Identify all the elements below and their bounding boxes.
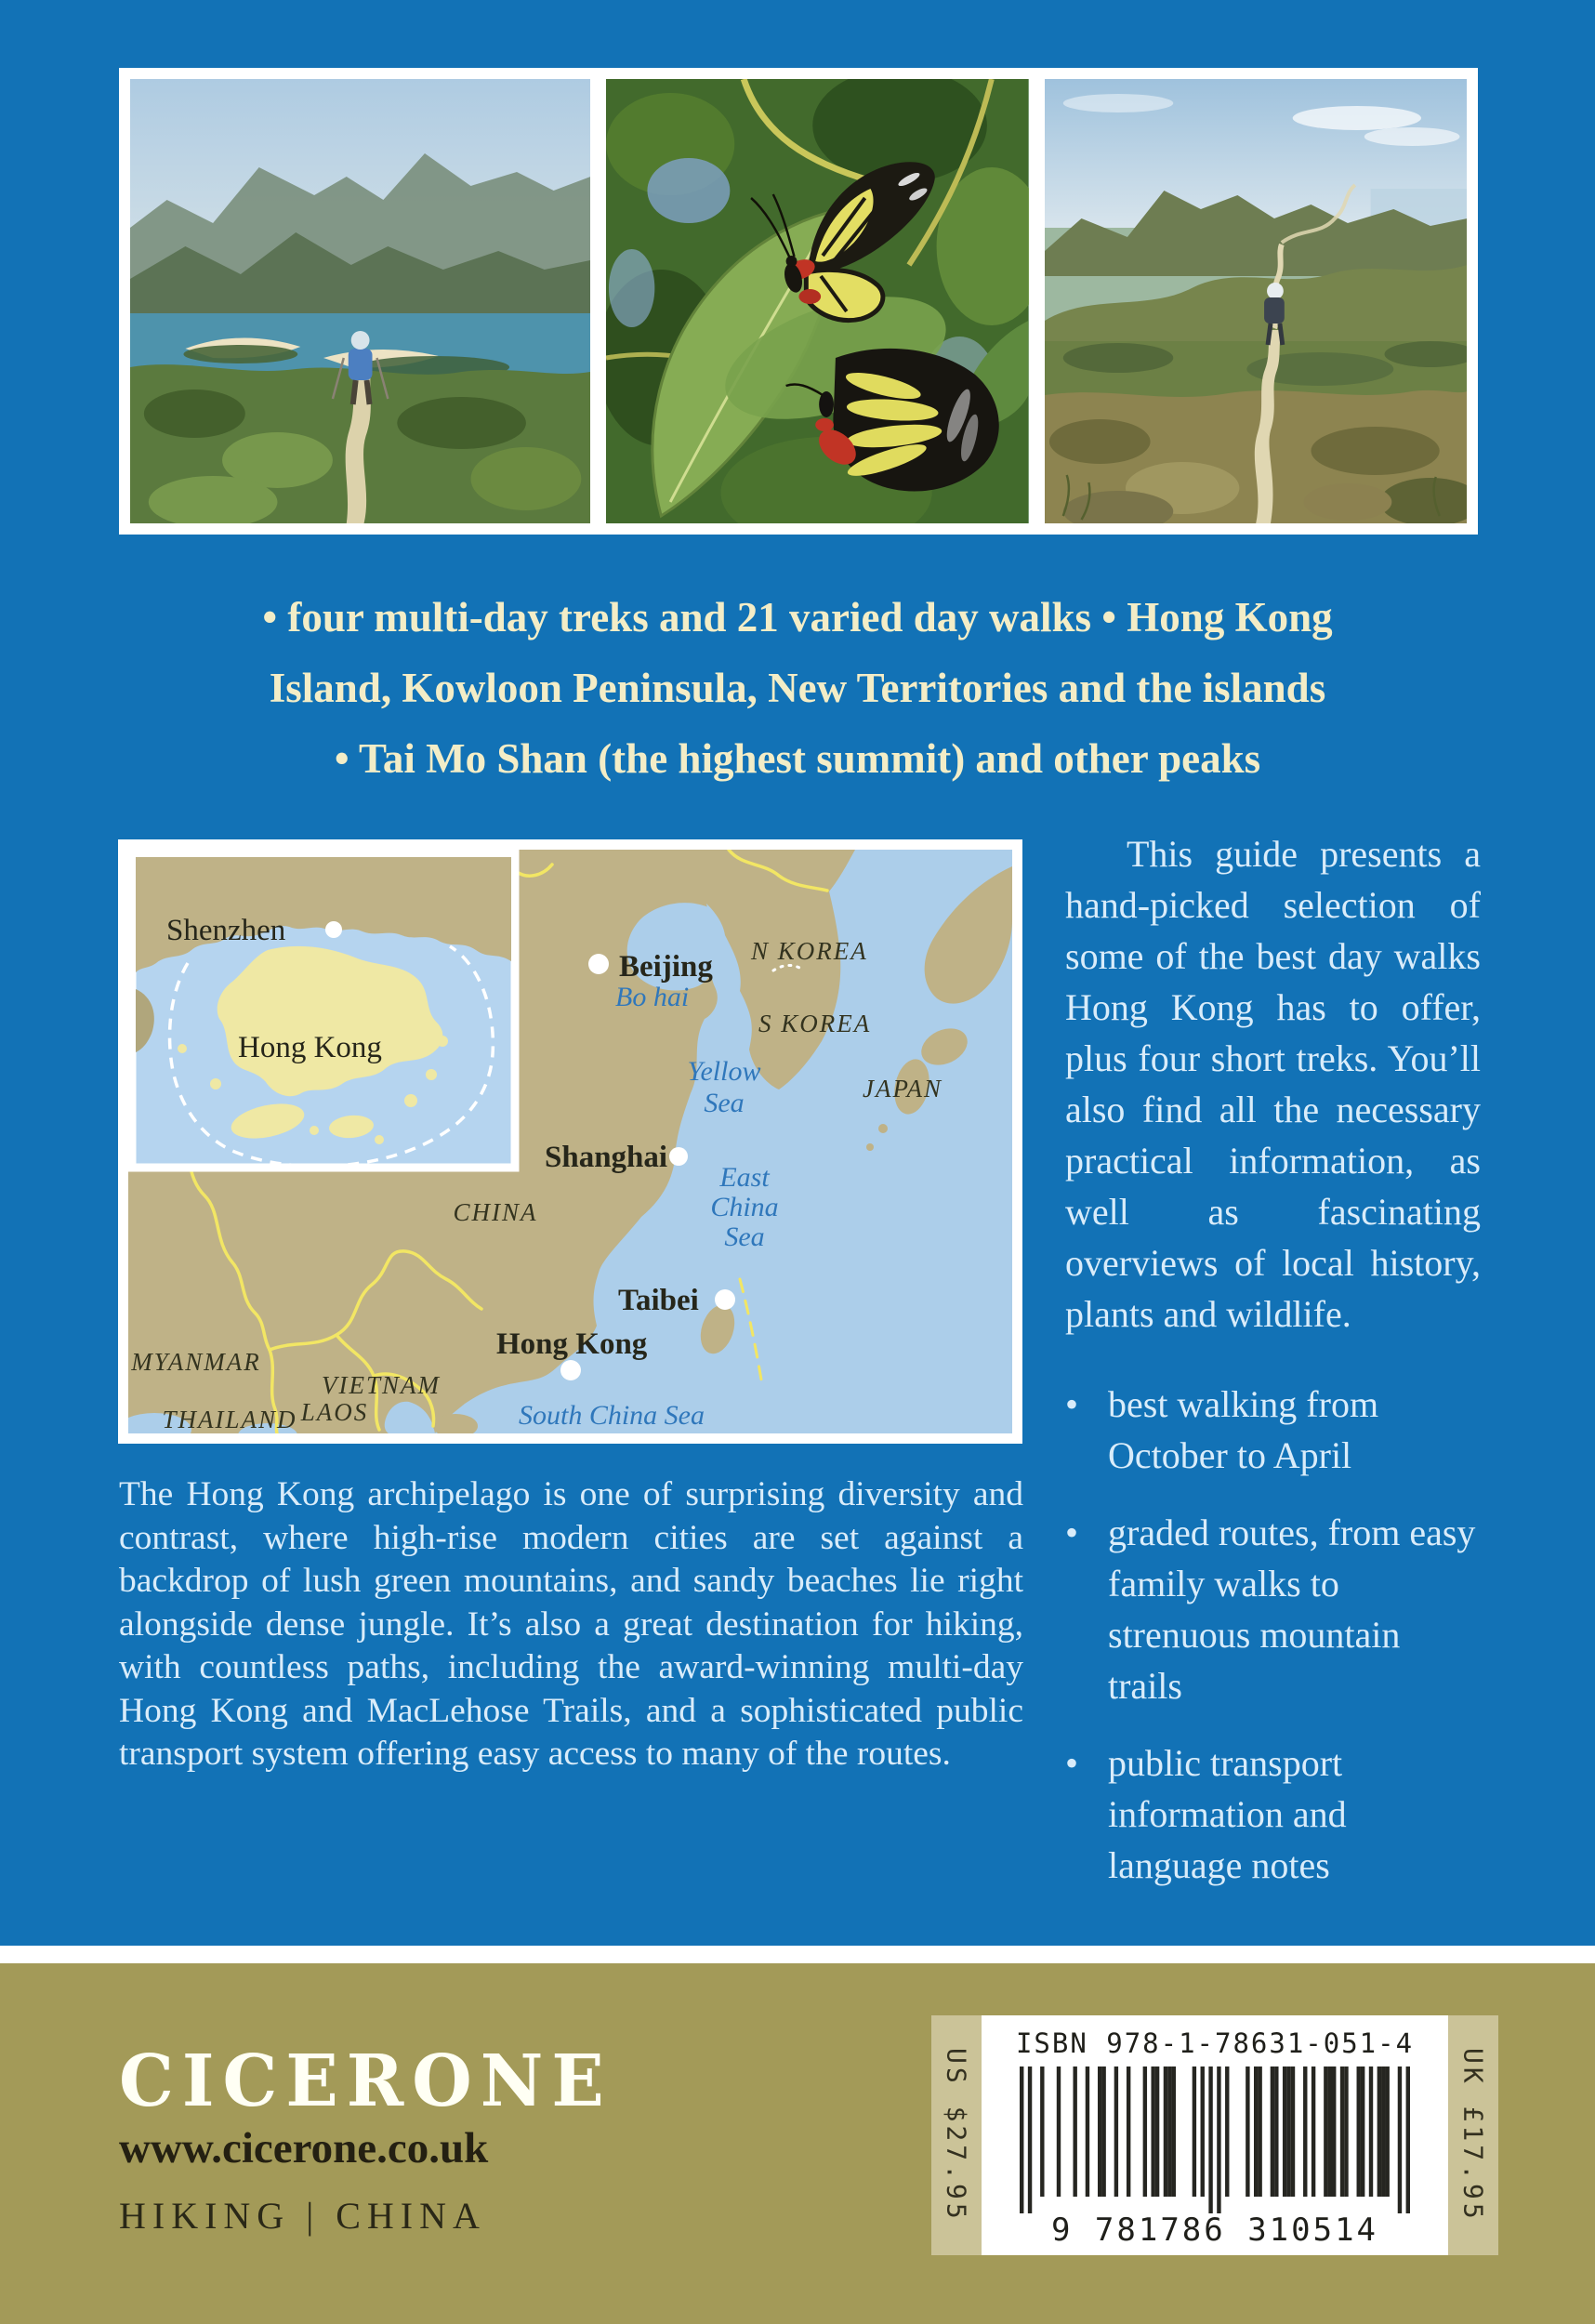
label-shenzhen: Shenzhen xyxy=(166,914,286,947)
butterfly-illustration xyxy=(606,79,1028,523)
label-taibei: Taibei xyxy=(618,1284,699,1317)
price-us: US $27.95 xyxy=(941,2048,972,2223)
header-bullets xyxy=(84,582,1511,794)
label-laos: LAOS xyxy=(300,1398,369,1426)
bullet-dot: • xyxy=(1065,1512,1079,1553)
label-n-korea: N KOREA xyxy=(751,937,868,965)
label-shanghai: Shanghai xyxy=(545,1141,668,1174)
feature-bullet-1-text: best walking from October to April xyxy=(1108,1383,1379,1476)
isbn-label: ISBN 978-1-78631-051-4 xyxy=(1015,2027,1415,2059)
map-illustration xyxy=(128,850,1012,1433)
bullet-dot: • xyxy=(1065,1742,1079,1784)
bullet-dot: • xyxy=(1065,1383,1079,1425)
beijing-dot xyxy=(588,954,609,974)
photo-coastal-bay-hiker xyxy=(130,79,590,523)
label-bo-hai: Bo hai xyxy=(615,982,690,1012)
label-yellow-sea-2: Sea xyxy=(704,1088,745,1118)
price-strip-us xyxy=(931,2015,982,2255)
feature-bullet-1 xyxy=(1065,1379,1481,1481)
photo-strip xyxy=(119,68,1478,535)
label-thailand: THAILAND xyxy=(162,1406,297,1433)
header-line-1: • four multi-day treks and 21 varied day walks • Hong Kong xyxy=(262,594,1333,640)
photo-butterflies xyxy=(606,79,1028,523)
label-hong-kong: Hong Kong xyxy=(496,1327,648,1361)
feature-bullet-3-text: public transport information and language notes xyxy=(1108,1742,1347,1886)
barcode-bars xyxy=(1020,2067,1410,2213)
hong-kong-dot xyxy=(560,1360,581,1380)
label-hong-kong-inset: Hong Kong xyxy=(238,1031,382,1064)
label-vietnam: VIETNAM xyxy=(322,1371,441,1399)
barcode-digits: 9 781786 310514 xyxy=(1050,2212,1379,2249)
publisher-website: www.cicerone.co.uk xyxy=(119,2124,489,2172)
label-beijing: Beijing xyxy=(619,950,713,984)
barcode-panel xyxy=(982,2015,1448,2255)
barcode-block xyxy=(931,2015,1498,2255)
intro-paragraph: This guide presents a hand-picked selection of some of the best day walks Hong Kong has to offer, plus four short treks. You’ll also find all the necessary practical information, as well as fascinating overviews of local history, plants and wildlife. xyxy=(1065,833,1481,1335)
label-japan: JAPAN xyxy=(863,1075,942,1103)
header-line-2: Island, Kowloon Peninsula, New Territories and the islands xyxy=(269,665,1326,711)
region-map xyxy=(118,839,1022,1444)
feature-bullet-2 xyxy=(1065,1507,1481,1711)
footer-band xyxy=(0,1963,1595,2324)
label-east-china-sea-2: China xyxy=(710,1192,779,1222)
feature-bullet-3 xyxy=(1065,1737,1481,1891)
label-east-china-sea-1: East xyxy=(719,1162,770,1193)
ridge-trail-illustration xyxy=(1045,79,1467,523)
right-column xyxy=(1065,828,1481,1891)
shanghai-dot xyxy=(669,1147,688,1166)
price-uk: UK £17.95 xyxy=(1457,2048,1489,2223)
label-east-china-sea-3: Sea xyxy=(724,1221,765,1252)
label-yellow-sea-1: Yellow xyxy=(687,1056,761,1087)
label-south-china-sea: South China Sea xyxy=(519,1400,705,1431)
shenzhen-dot xyxy=(325,921,342,938)
price-strip-uk xyxy=(1448,2015,1498,2255)
label-s-korea: S KOREA xyxy=(758,1010,872,1037)
header-line-3: • Tai Mo Shan (the highest summit) and other peaks xyxy=(334,735,1261,782)
category-label: HIKING | CHINA xyxy=(119,2195,486,2237)
taibei-dot xyxy=(715,1289,735,1310)
feature-bullets xyxy=(1065,1379,1481,1891)
cicerone-logo: CICERONE xyxy=(119,2040,613,2123)
description-paragraph: The Hong Kong archipelago is one of surprising diversity and contrast, where high-rise modern cities are set against a backdrop of lush green mountains, and sandy beaches lie right alongside dense jungle. It’s also a great destination for hiking, with countless paths, including the award-winning multi-day Hong Kong and MacLehose Trails, and a sophisticated public transport system offering easy access to many of the routes. xyxy=(119,1475,1023,1773)
coastal-bay-illustration xyxy=(130,79,590,523)
footer-divider xyxy=(0,1946,1595,1963)
hong-kong-inset xyxy=(132,853,515,1168)
label-myanmar: MYANMAR xyxy=(131,1348,261,1376)
label-china: CHINA xyxy=(453,1198,538,1226)
photo-ridge-trail-hiker xyxy=(1045,79,1467,523)
feature-bullet-2-text: graded routes, from easy family walks to strenuous mountain trails xyxy=(1108,1512,1476,1707)
